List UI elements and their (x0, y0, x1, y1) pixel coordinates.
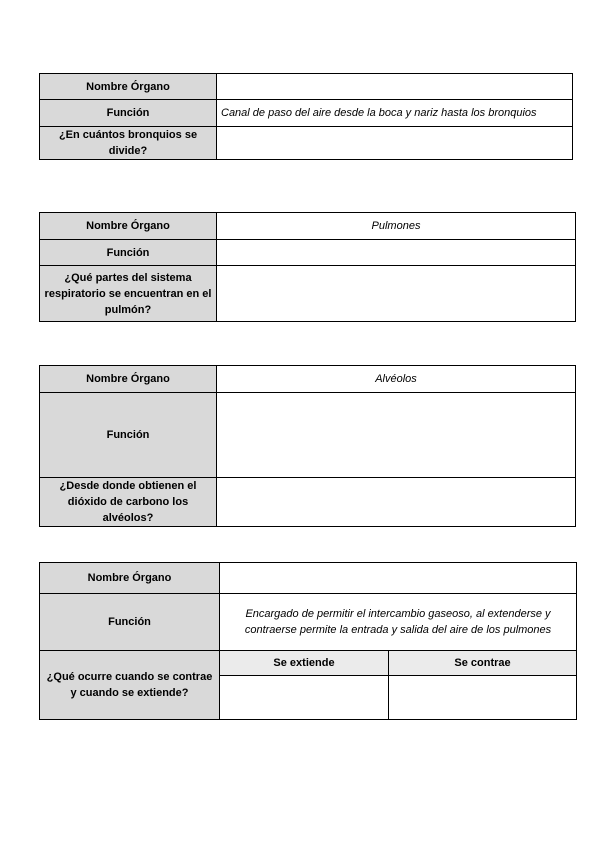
organ-table-4 (39, 562, 577, 720)
table-row (40, 74, 573, 100)
organ-name-label: Nombre Órgano (40, 74, 217, 100)
table-row (40, 240, 576, 266)
question-answer[interactable] (217, 266, 576, 322)
table-row (40, 594, 577, 651)
question-answer[interactable] (217, 478, 576, 527)
table-row (40, 213, 576, 240)
organ-table-1 (39, 73, 573, 160)
function-label: Función (40, 393, 217, 478)
extends-header: Se extiende (220, 651, 389, 676)
table-row (40, 266, 576, 322)
organ-name-answer[interactable] (220, 563, 577, 594)
organ-name-label: Nombre Órgano (40, 366, 217, 393)
question-answer[interactable] (217, 127, 573, 160)
table-row (40, 366, 576, 393)
organ-table-3 (39, 365, 576, 527)
question-label: ¿Desde donde obtienen el dióxido de carbono los alvéolos? (40, 478, 217, 527)
function-label: Función (40, 240, 217, 266)
table-row (40, 100, 573, 127)
function-answer[interactable] (217, 393, 576, 478)
function-label: Función (40, 100, 217, 127)
organ-name-answer[interactable]: Alvéolos (217, 366, 576, 393)
function-answer[interactable]: Encargado de permitir el intercambio gaseoso, al extenderse y contraerse permite la entrada y salida del aire de los pulmones (220, 594, 577, 651)
question-label: ¿En cuántos bronquios se divide? (40, 127, 217, 160)
extends-answer[interactable] (220, 676, 389, 720)
question-label: ¿Qué partes del sistema respiratorio se encuentran en el pulmón? (40, 266, 217, 322)
question-label: ¿Qué ocurre cuando se contrae y cuando se extiende? (40, 651, 220, 720)
contracts-header: Se contrae (389, 651, 577, 676)
table-row (40, 563, 577, 594)
organ-name-answer[interactable]: Pulmones (217, 213, 576, 240)
organ-name-label: Nombre Órgano (40, 213, 217, 240)
organ-name-label: Nombre Órgano (40, 563, 220, 594)
function-label: Función (40, 594, 220, 651)
function-answer[interactable]: Canal de paso del aire desde la boca y nariz hasta los bronquios (217, 100, 573, 127)
table-row (40, 478, 576, 527)
table-row (40, 651, 577, 676)
organ-table-2 (39, 212, 576, 322)
contracts-answer[interactable] (389, 676, 577, 720)
table-row (40, 127, 573, 160)
organ-name-answer[interactable] (217, 74, 573, 100)
table-row (40, 393, 576, 478)
function-answer[interactable] (217, 240, 576, 266)
